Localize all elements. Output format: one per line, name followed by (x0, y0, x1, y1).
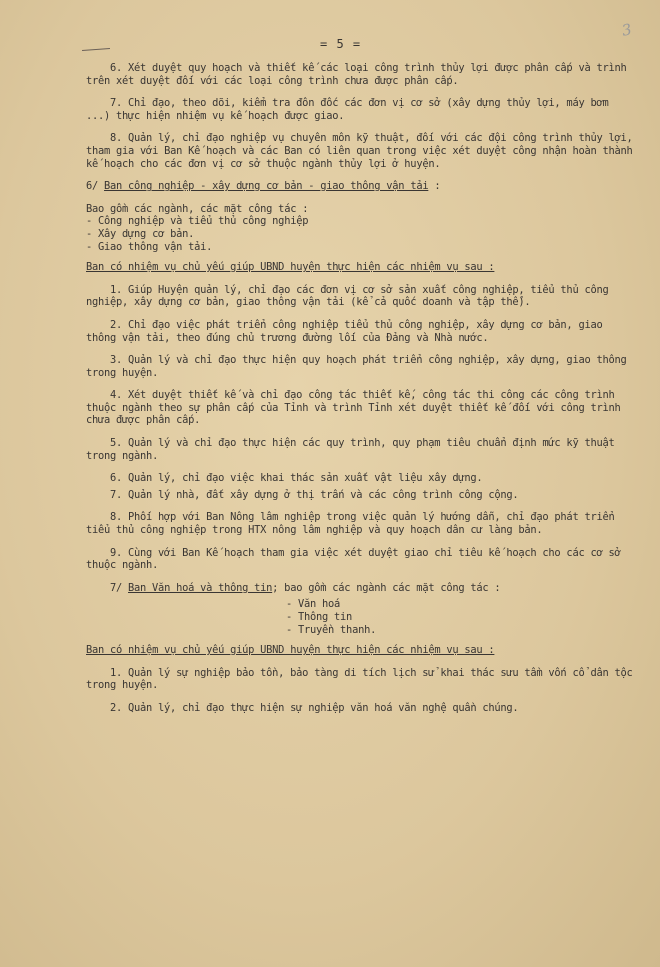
section-6-item-6: 6. Quản lý, chỉ đạo việc khai thác sản xuất vật liệu xây dựng. (110, 472, 483, 485)
section-6-item-4: 4. Xét duyệt thiết kế và chỉ đạo công tác thiết kế, công tác thi công các công trình thuộc ngành theo sự phân cấp của Tỉnh và trình Tỉnh xét duyệt thiết kế đối với công trình chưa được phân cấp. (86, 389, 627, 427)
section-6-includes: Bao gồm các ngành, các mặt công tác : (86, 202, 309, 215)
section-7-duty-intro: Ban có nhiệm vụ chủ yếu giúp UBND huyện thực hiện các nhiệm vụ sau : (86, 644, 495, 657)
section-6-item-7: 7. Quản lý nhà, đất xây dựng ở thị trấn và các công trình công cộng. (110, 488, 519, 501)
section-6-duty-intro: Ban có nhiệm vụ chủ yếu giúp UBND huyện thực hiện các nhiệm vụ sau : (86, 261, 495, 274)
section-6-title: Ban công nghiệp - xây dựng cơ bản - giao thông vận tải (104, 180, 429, 193)
pen-mark (82, 48, 110, 51)
section-6-item-3: 3. Quản lý và chỉ đạo thực hiện quy hoạch phát triển công nghiệp, xây dựng, giao thông trong huyện. (86, 354, 633, 379)
item-a-8: 8. Quản lý, chỉ đạo nghiệp vụ chuyên môn kỹ thuật, đối với các đội công trình thủy lợi, tham gia với Ban Kế hoạch và các Ban có liên quan trong việc xét duyệt công nhận hoàn thành kế hoạch cho các đơn vị cơ sở thuộc ngành thủy lợi ở huyện. (86, 132, 639, 170)
section-7-item-2: 2. Quản lý, chỉ đạo thực hiện sự nghiệp văn hoá văn nghệ quần chúng. (110, 701, 519, 714)
section-7-item-1: 1. Quản lý sự nghiệp bảo tồn, bảo tàng di tích lịch sử khai thác sưu tầm vốn cổ dân tộc trong huyện. (86, 666, 639, 692)
section-7-suffix: ; bao gồm các ngành các mặt công tác : (272, 581, 501, 594)
section-6-item-2: 2. Chỉ đạo việc phát triển công nghiệp tiểu thủ công nghiệp, xây dựng cơ bản, giao thông vận tải, theo đúng chủ trương đường lối của Đảng và Nhà nước. (86, 318, 609, 344)
section-7-list-item: - Văn hoá (286, 598, 341, 611)
section-6-item-9: 9. Cùng với Ban Kế hoạch tham gia việc xét duyệt giao chỉ tiêu kế hoạch cho các cơ sở thuộc ngành. (86, 546, 627, 572)
section-7-list-item: - Thông tin (286, 611, 353, 623)
section-6-item-8: 8. Phối hợp với Ban Nông lâm nghiệp trong việc quản lý hướng dẫn, chỉ đạo phát triển tiểu thủ công nghiệp trong HTX nông lâm nghiệp và quy hoạch dân cư làng bản. (86, 511, 621, 537)
section-6-suffix: : (428, 180, 441, 193)
section-6-item-5: 5. Quản lý và chỉ đạo thực hiện các quy trình, quy phạm tiêu chuẩn định mức kỹ thuật trong ngành. (86, 437, 621, 462)
section-6-heading (86, 180, 634, 193)
section-7-heading (86, 582, 634, 595)
section-6-list-item: - Công nghiệp và tiểu thủ công nghiệp (86, 215, 309, 228)
section-7-list (286, 598, 634, 636)
section-6-includes-block (86, 203, 634, 253)
section-7-title: Ban Văn hoá và thông tin (128, 581, 273, 594)
document-body (86, 62, 639, 725)
section-6-list-item: - Xây dựng cơ bản. (86, 227, 195, 240)
section-6-item-1: 1. Giúp Huyện quản lý, chỉ đạo các đơn vị cơ sở sản xuất công nghiệp, tiểu thủ công nghiệp, xây dựng cơ bản, giao thông vận tải (kể cả quốc doanh và tập thể). (86, 283, 615, 309)
section-7-list-item: - Truyền thanh. (286, 623, 377, 636)
section-7-number: 7/ (110, 581, 123, 594)
item-a-7: 7. Chỉ đạo, theo dõi, kiểm tra đôn đốc các đơn vị cơ sở (xây dựng thủy lợi, máy bơm ...) thực hiện nhiệm vụ kế hoạch được giao. (86, 97, 615, 122)
corner-handwritten-mark: 3 (620, 20, 634, 40)
section-6-number: 6/ (86, 180, 99, 193)
section-6-list-item: - Giao thông vận tải. (86, 240, 213, 253)
item-a-6: 6. Xét duyệt quy hoạch và thiết kế các loại công trình thủy lợi được phân cấp và trình trên xét duyệt đối với các loại công trình chưa được phân cấp. (86, 62, 633, 87)
page-number: = 5 = (320, 37, 362, 51)
